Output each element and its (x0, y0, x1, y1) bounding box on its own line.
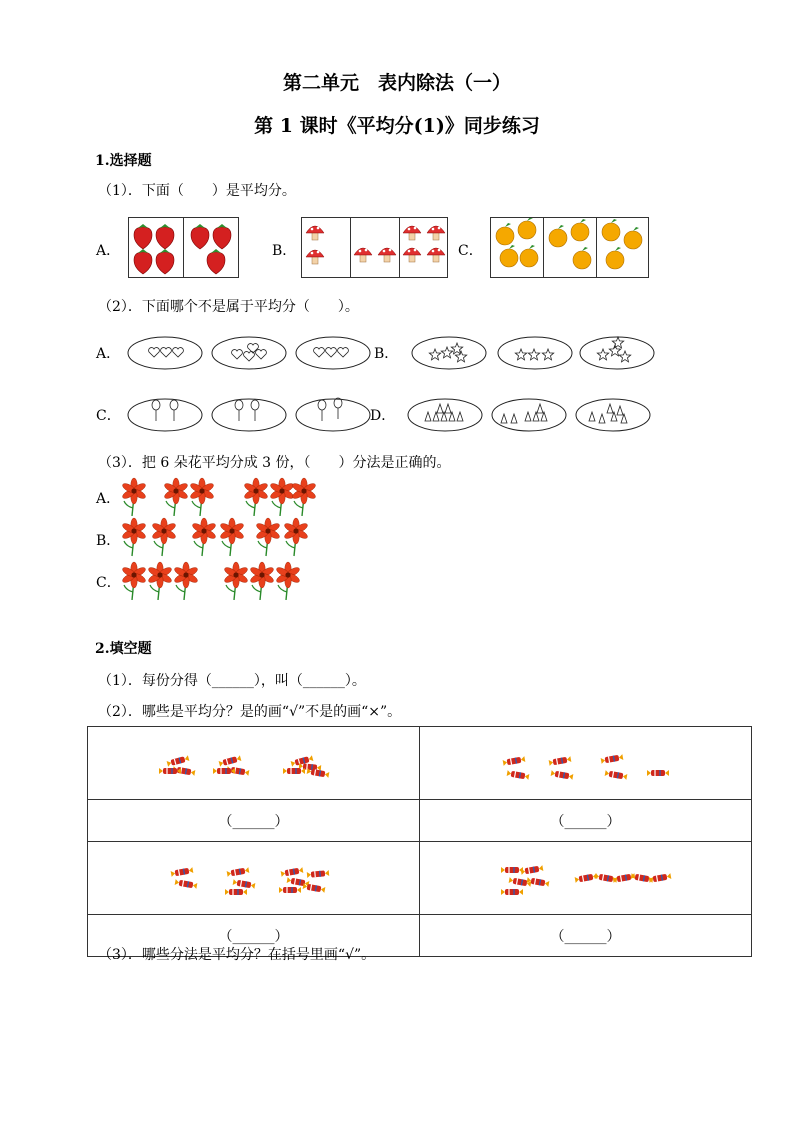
flower-icon (163, 478, 189, 516)
candy-icon (167, 755, 190, 766)
candy-icon (647, 770, 669, 776)
flower-icon (255, 518, 281, 556)
flower-icon (147, 562, 173, 600)
candy-icon (420, 727, 751, 799)
mushroom-icon (427, 226, 445, 240)
option-b-label: B． (96, 533, 121, 549)
question-1-3: （3）．把 6 朵花平均分成 3 份，（ ）分法是正确的。 (98, 455, 451, 471)
option-b-mushrooms[interactable] (301, 217, 448, 278)
flower-icon (249, 562, 275, 600)
orange-icon (606, 247, 624, 269)
answer-blank[interactable]: （______） (88, 800, 420, 842)
star-icon (429, 337, 630, 362)
orange-group (544, 218, 597, 277)
option-a-label: A． (96, 491, 121, 507)
answer-blank[interactable]: （______） (420, 800, 752, 842)
candy-icon (549, 756, 572, 766)
option-c-label: C． (458, 243, 483, 259)
candy-cell (88, 842, 420, 915)
strawberry-icon (134, 224, 152, 249)
orange-icon (520, 245, 538, 267)
option-c-oranges[interactable] (490, 217, 649, 278)
option-c-label: C． (96, 575, 121, 591)
candy-icon (175, 879, 198, 889)
orange-icon (571, 219, 589, 241)
page-subtitle: 第 1 课时《平均分(1)》同步练习 (254, 115, 540, 137)
candy-cell (420, 842, 752, 915)
flower-icon (189, 478, 215, 516)
candy-icon (171, 867, 194, 877)
flower-icon (223, 562, 249, 600)
candy-icon (507, 770, 530, 780)
answer-blank[interactable]: （______） (88, 915, 420, 957)
option-b-flowers[interactable] (120, 516, 340, 558)
option-a-strawberries[interactable] (128, 217, 239, 278)
candy-icon (503, 756, 526, 766)
candy-icon (501, 867, 523, 873)
orange-icon (602, 219, 620, 241)
flower-icon (291, 478, 317, 516)
orange-group (597, 218, 649, 277)
flower-icon (121, 562, 301, 600)
mushroom-icon (403, 248, 421, 262)
mushroom-icon (403, 226, 421, 240)
answer-blank[interactable]: （______） (420, 915, 752, 957)
option-d-triangles[interactable] (404, 395, 654, 435)
mushroom-group (400, 218, 448, 277)
candy-icon (279, 887, 301, 893)
candy-table (87, 726, 752, 957)
strawberry-icon (213, 224, 231, 249)
candy-icon (281, 867, 304, 877)
question-2-3: （3）．哪些分法是平均分？在括号里画“√”。 (98, 947, 376, 963)
flower-icon (121, 518, 147, 556)
orange-icon (549, 225, 567, 247)
candy-icon (88, 727, 419, 799)
flower-icon (219, 518, 245, 556)
flower-icon (191, 518, 217, 556)
flower-icon (173, 562, 199, 600)
strawberry-icon (191, 224, 209, 249)
candy-icon (225, 889, 247, 895)
candy-icon (299, 763, 321, 771)
option-c-flowers[interactable] (120, 560, 340, 600)
flower-icon (269, 478, 295, 516)
candy-icon (283, 768, 305, 774)
question-1-1: （1）．下面（ ）是平均分。 (98, 183, 296, 199)
candy-icon (287, 877, 310, 887)
flower-icon (121, 562, 147, 600)
orange-icon (500, 245, 518, 267)
orange-icon (624, 227, 642, 249)
strawberry-group (129, 218, 184, 277)
flower-icon (275, 562, 301, 600)
flower-icon (243, 478, 269, 516)
orange-group (491, 218, 544, 277)
flower-icon (283, 518, 309, 556)
option-a-label: A． (96, 346, 121, 362)
orange-icon (518, 218, 536, 239)
candy-icon (551, 770, 574, 780)
flower-icon (121, 478, 147, 516)
candy-icon (233, 879, 256, 889)
flower-icon (151, 518, 177, 556)
strawberry-group (184, 218, 238, 277)
orange-icon (573, 247, 591, 269)
mushroom-icon (427, 248, 445, 262)
candy-icon (575, 873, 598, 883)
section-2-heading: 2.填空题 (95, 641, 152, 657)
mushroom-icon (378, 248, 396, 262)
triangle-icon (425, 404, 627, 423)
flower-icon (121, 518, 309, 556)
candy-icon (601, 754, 624, 764)
option-b-stars[interactable] (410, 333, 660, 373)
question-2-2: （2）．哪些是平均分？是的画“√”不是的画“×”。 (98, 704, 402, 720)
candy-icon (227, 867, 250, 877)
option-a-label: A． (96, 243, 121, 259)
mushroom-icon (306, 250, 324, 264)
candy-icon (88, 852, 419, 904)
mushroom-group (351, 218, 400, 277)
strawberry-icon (156, 224, 174, 249)
option-b-label: B． (272, 243, 297, 259)
mushroom-icon (306, 226, 324, 240)
candy-cell (420, 727, 752, 800)
heart-icon (149, 344, 349, 361)
strawberry-icon (134, 249, 152, 274)
question-1-2: （2）．下面哪个不是属于平均分（ ）。 (98, 299, 359, 315)
strawberry-icon (207, 249, 225, 274)
mushroom-icon (354, 248, 372, 262)
option-b-label: B． (374, 346, 399, 362)
option-c-label: C． (96, 408, 121, 424)
flower-icon (121, 478, 317, 516)
mushroom-group (302, 218, 351, 277)
candy-icon (420, 852, 751, 904)
candy-icon (605, 770, 628, 780)
option-a-flowers[interactable] (120, 476, 340, 516)
candy-cell (88, 727, 420, 800)
candy-icon (521, 865, 544, 875)
candy-icon (501, 889, 523, 895)
strawberry-icon (156, 249, 174, 274)
option-d-label: D． (370, 408, 396, 424)
candy-icon (219, 755, 242, 766)
candy-icon (307, 870, 329, 878)
section-1-heading: 1.选择题 (95, 153, 152, 169)
page-title: 第二单元 表内除法（一） (282, 72, 511, 94)
option-a-hearts[interactable] (124, 333, 374, 373)
question-2-1: （1）．每份分得（______），叫（______）。 (98, 673, 366, 689)
option-c-balloons[interactable] (124, 395, 374, 435)
orange-icon (496, 223, 514, 245)
candy-icon (303, 883, 326, 893)
